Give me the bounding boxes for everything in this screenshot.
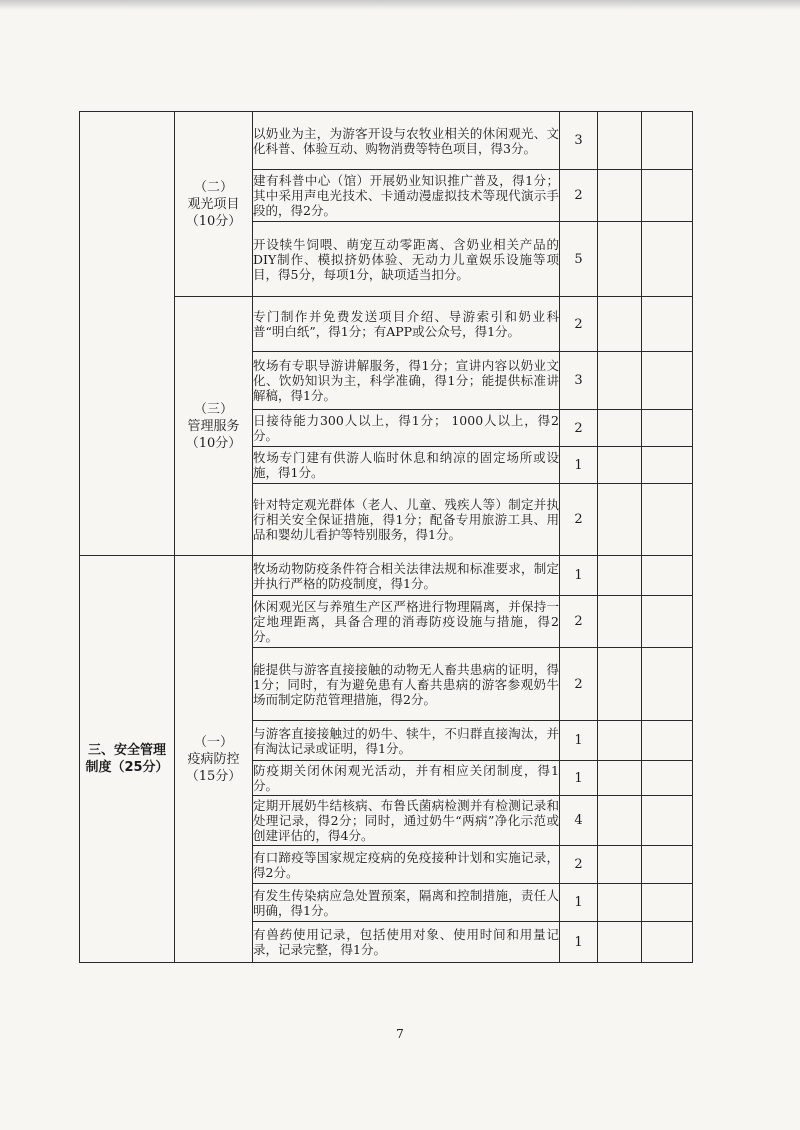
category-cell (175, 556, 253, 963)
category-name-line: （一） (193, 734, 233, 750)
empty-score-cell (642, 447, 693, 484)
criteria-text: 牧场有专职导游讲解服务，得1分；宣讲内容以奶业文化、饮奶知识为主，科学准确，得1分；能提供标准讲解稿，得1分。 (253, 352, 560, 410)
empty-score-cell (642, 170, 693, 222)
criteria-text: 牧场专门建有供游人临时休息和纳凉的固定场所或设施，得1分。 (253, 447, 560, 484)
score-value: 2 (560, 648, 598, 721)
empty-score-cell (598, 222, 642, 297)
criteria-text: 牧场动物防疫条件符合相关法律法规和标准要求，制定并执行严格的防疫制度，得1分。 (253, 556, 560, 596)
score-value: 2 (560, 846, 598, 884)
empty-score-cell (642, 648, 693, 721)
score-value: 1 (560, 447, 598, 484)
score-value: 2 (560, 596, 598, 648)
criteria-text: 有发生传染病应急处置预案，隔离和控制措施，责任人明确，得1分。 (253, 884, 560, 922)
table-row (80, 112, 693, 170)
empty-score-cell (642, 112, 693, 170)
empty-score-cell (598, 410, 642, 447)
score-value: 2 (560, 297, 598, 352)
page-number: 7 (396, 1027, 404, 1041)
empty-score-cell (598, 297, 642, 352)
section-cell (80, 556, 175, 963)
category-name-line: 观光项目 (187, 196, 240, 212)
score-value: 4 (560, 796, 598, 846)
empty-score-cell (598, 170, 642, 222)
empty-score-cell (642, 297, 693, 352)
score-value: 2 (560, 410, 598, 447)
empty-score-cell (642, 484, 693, 556)
category-name-line: 疫病防控 (187, 751, 240, 767)
empty-score-cell (642, 410, 693, 447)
empty-score-cell (598, 556, 642, 596)
empty-score-cell (642, 556, 693, 596)
scan-top-edge (0, 0, 800, 10)
empty-score-cell (598, 721, 642, 761)
score-value: 1 (560, 556, 598, 596)
empty-score-cell (598, 884, 642, 922)
empty-score-cell (598, 352, 642, 410)
empty-score-cell (598, 648, 642, 721)
score-value: 1 (560, 884, 598, 922)
category-cell (175, 297, 253, 556)
score-value: 1 (560, 721, 598, 761)
criteria-text: 休闲观光区与养殖生产区严格进行物理隔离，并保持一定地理距离，具备合理的消毒防疫设施与措施，得2分。 (253, 596, 560, 648)
category-name-line: （10分） (185, 213, 242, 229)
score-value: 1 (560, 922, 598, 963)
section-cell (80, 112, 175, 556)
criteria-text: 针对特定观光群体（老人、儿童、残疾人等）制定并执行相关安全保证措施，得1分；配备专用旅游工具、用品和婴幼儿看护等特别服务，得1分。 (253, 484, 560, 556)
empty-score-cell (598, 796, 642, 846)
score-value: 1 (560, 761, 598, 796)
empty-score-cell (642, 796, 693, 846)
criteria-text: 日接待能力300人以上，得1分； 1000人以上，得2分。 (253, 410, 560, 447)
empty-score-cell (598, 484, 642, 556)
category-name-line: （15分） (185, 768, 242, 784)
score-value: 5 (560, 222, 598, 297)
category-name-line: 管理服务 (187, 418, 240, 434)
empty-score-cell (598, 846, 642, 884)
score-value: 2 (560, 484, 598, 556)
empty-score-cell (598, 596, 642, 648)
empty-score-cell (642, 922, 693, 963)
empty-score-cell (598, 447, 642, 484)
criteria-text: 防疫期关闭休闲观光活动，并有相应关闭制度，得1分。 (253, 761, 560, 796)
criteria-text: 定期开展奶牛结核病、布鲁氏菌病检测并有检测记录和处理记录，得2分；同时，通过奶牛“两病”净化示范或创建评估的，得4分。 (253, 796, 560, 846)
score-value: 3 (560, 112, 598, 170)
scoring-table (79, 111, 693, 963)
category-name-line: （10分） (185, 435, 242, 451)
empty-score-cell (598, 112, 642, 170)
criteria-text: 专门制作并免费发送项目介绍、导游索引和奶业科普“明白纸”，得1分；有APP或公众号，得1分。 (253, 297, 560, 352)
category-cell (175, 112, 253, 297)
empty-score-cell (598, 922, 642, 963)
criteria-text: 能提供与游客直接接触的动物无人畜共患病的证明，得1分；同时，有为避免患有人畜共患病的游客参观奶牛场而制定防范管理措施，得2分。 (253, 648, 560, 721)
score-value: 3 (560, 352, 598, 410)
empty-score-cell (642, 884, 693, 922)
empty-score-cell (642, 721, 693, 761)
empty-score-cell (642, 846, 693, 884)
empty-score-cell (642, 596, 693, 648)
section-title: 三、安全管理制度（25分） (85, 743, 169, 775)
empty-score-cell (642, 222, 693, 297)
criteria-text: 建有科普中心（馆）开展奶业知识推广普及，得1分；其中采用声电光技术、卡通动漫虚拟技术等现代演示手段的，得2分。 (253, 170, 560, 222)
criteria-text: 有兽药使用记录，包括使用对象、使用时间和用量记录，记录完整，得1分。 (253, 922, 560, 963)
criteria-text: 与游客直接接触过的奶牛、犊牛，不归群直接淘汰，并有淘汰记录或证明，得1分。 (253, 721, 560, 761)
table-row (80, 556, 693, 596)
category-name-line: （三） (193, 401, 233, 417)
criteria-text: 以奶业为主，为游客开设与农牧业相关的休闲观光、文化科普、体验互动、购物消费等特色项目，得3分。 (253, 112, 560, 170)
empty-score-cell (598, 761, 642, 796)
category-name-line: （二） (193, 179, 233, 195)
score-value: 2 (560, 170, 598, 222)
criteria-text: 开设犊牛饲喂、萌宠互动零距离、含奶业相关产品的DIY制作、模拟挤奶体验、无动力儿童娱乐设施等项目，得5分，每项1分，缺项适当扣分。 (253, 222, 560, 297)
empty-score-cell (642, 761, 693, 796)
empty-score-cell (642, 352, 693, 410)
criteria-text: 有口蹄疫等国家规定疫病的免疫接种计划和实施记录，得2分。 (253, 846, 560, 884)
